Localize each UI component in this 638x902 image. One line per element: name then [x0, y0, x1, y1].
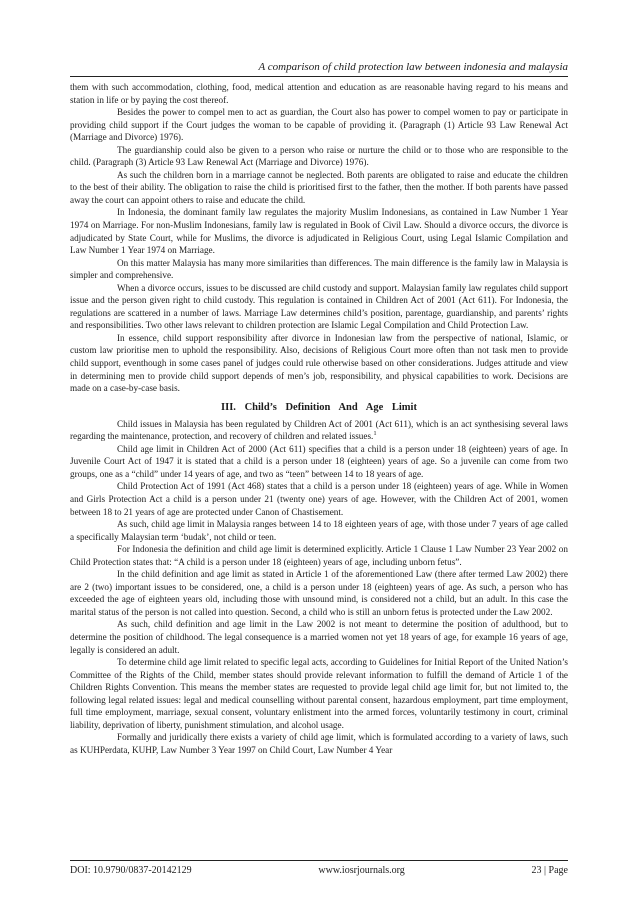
article-body [70, 81, 568, 756]
doi: DOI: 10.9790/0837-20142129 [70, 865, 192, 876]
paragraph: As such, child definition and age limit in the Law 2002 is not meant to determine the position of adulthood, but to determine the position of childhood. The legal consequence is a married women not yet 18 years of age, for example 16 years of age, legally is considered an adult. [70, 619, 568, 655]
paragraph: them with such accommodation, clothing, food, medical attention and education as are reasonable having regard to his means and station in life or by paying the cost thereof. [70, 82, 568, 105]
section-title: Child’s Definition And Age Limit [244, 401, 417, 413]
paragraph: Child Protection Act of 1991 (Act 468) states that a child is a person under 18 (eighteen) years of age. While in Women and Girls Protection Act a child is a person under 21 (twenty one) years of age. However, with the Children Act of 2001, women between 18 to 21 years of age are protected under Canon of Chastisement. [70, 481, 568, 517]
paragraph: Besides the power to compel men to act as guardian, the Court also has power to compel women to pay or participate in providing child support if the Court judges the woman to be capable of providing it. (Paragraph (1) Article 93 Law Renewal Act (Marriage and Divorce) 1976). [70, 107, 568, 143]
paragraph: Child age limit in Children Act of 2000 (Act 611) specifies that a child is a person under 18 (eighteen) years of age. In Juvenile Court Act of 1947 it is stated that a child is a person under 18 (eighteen) years of age. So a juvenile can come from two groups, one as a “child” under 14 years of age, and two as “teen” between 14 to 18 years of age. [70, 443, 568, 479]
footnote-marker: 1 [373, 430, 377, 438]
paragraph: Formally and juridically there exists a variety of child age limit, which is formulated according to a variety of laws, such as KUHPerdata, KUHP, Law Number 3 Year 1997 on Child Court, Law Number 4 Year [70, 732, 568, 755]
paragraph: In the child definition and age limit as stated in Article 1 of the aforementioned Law (there after termed Law 2002) there are 2 (two) important issues to be considered, one, a child is a person under 18 (eighteen) years of age. As such, a person who has exceeded the age of eighteen years old, including those with unsound mind, is considered not a child, but an adult. In this case the marital status of the person is not called into question. Second, a child who is still an unborn fetus is protected under the Law 2002. [70, 569, 568, 617]
paragraphs-after-section [70, 443, 568, 757]
paragraph: To determine child age limit related to specific legal acts, according to Guidelines for Initial Report of the United Nation’s Committee of the Rights of the Child, member states should provide relevant information to fulfill the demand of Article 1 of the Children Rights Convention. This means the member states are requested to provide legal child age limit for, but not limited to, the following legal related issues: legal and medical counselling without parental consent, hazardous employment, part time employment, full time employment, marriage, sexual consent, voluntary enlistment into the armed forces, voluntarily testimony in court, criminal liability, deprivation of liberty, punishment stimulation, and alcohol usage. [70, 657, 568, 730]
paragraphs-before-section [70, 81, 568, 395]
paragraph: For Indonesia the definition and child age limit is determined explicitly. Article 1 Clause 1 Law Number 23 Year 2002 on Child Protection states that: “A child is a person under 18 (eighteen) years of age, including unborn fetus”. [70, 544, 568, 567]
paragraph: In essence, child support responsibility after divorce in Indonesian law from the perspective of national, Islamic, or custom law prioritise men to uphold the responsibility. Also, decisions of Religious Court more often than not task men to provide child support, eventhough in some cases panel of judges could rule otherwise based on other considerations. Judges attitude and view in determining men to provide child support depends of men’s job, responsibility, and physical capabilities to work. Decisions are made on a case-by-case basis. [70, 332, 568, 394]
page-footer [70, 860, 568, 877]
paragraph: When a divorce occurs, issues to be discussed are child custody and support. Malaysian family law regulates child support issue and the person given right to child custody. This regulation is contained in Children Act of 2001 (Act 611). For Indonesia, the regulations are scattered in a number of laws. Marriage Law determines child’s position, parentage, guardianship, and parents’ rights and responsibilities. Two other laws relevant to children protection are Islamic Legal Compilation and Child Protection Law. [70, 282, 568, 331]
paragraph-text: Child issues in Malaysia has been regulated by Children Act of 2001 (Act 611), which is an act synthesising several laws regarding the maintenance, protection, and recovery of children and related issues. [70, 418, 568, 442]
paragraph: The guardianship could also be given to a person who raise or nurture the child or to those who are responsible to the child. (Paragraph (3) Article 93 Law Renewal Act (Marriage and Divorce) 1976). [70, 144, 568, 168]
paragraph: In Indonesia, the dominant family law regulates the majority Muslim Indonesians, as contained in Law Number 1 Year 1974 on Marriage. For non-Muslim Indonesians, family law is regulated in Book of Civil Law. Should a divorce occurs, the divorce is adjudicated by State Court, while for Muslims, the divorce is adjudicated in Religious Court, using Legal Islamic Compilation and Law Number 1 Year 1974 on Marriage. [70, 207, 568, 256]
section-heading [70, 401, 568, 415]
section-number: III. [221, 401, 236, 413]
journal-website: www.iosrjournals.org [318, 865, 405, 876]
paragraph [70, 418, 568, 443]
paragraph: As such, child age limit in Malaysia ranges between 14 to 18 eighteen years of age, with those under 7 years of age called a specifically Malaysian term ‘budak’, not child or teen. [70, 519, 568, 542]
paragraph: As such the children born in a marriage cannot be neglected. Both parents are obligated to raise and educate the children to the best of their ability. The obligation to raise the child is prioritised first to the father, then the mother. If both parents have passed away the court can appoint others to raise and educate the child. [70, 169, 568, 205]
page-number: 23 | Page [531, 865, 568, 876]
running-header: A comparison of child protection law between indonesia and malaysia [70, 60, 568, 77]
paragraph: On this matter Malaysia has many more similarities than differences. The main difference is the family law in Malaysia is simpler and comprehensive. [70, 257, 568, 281]
